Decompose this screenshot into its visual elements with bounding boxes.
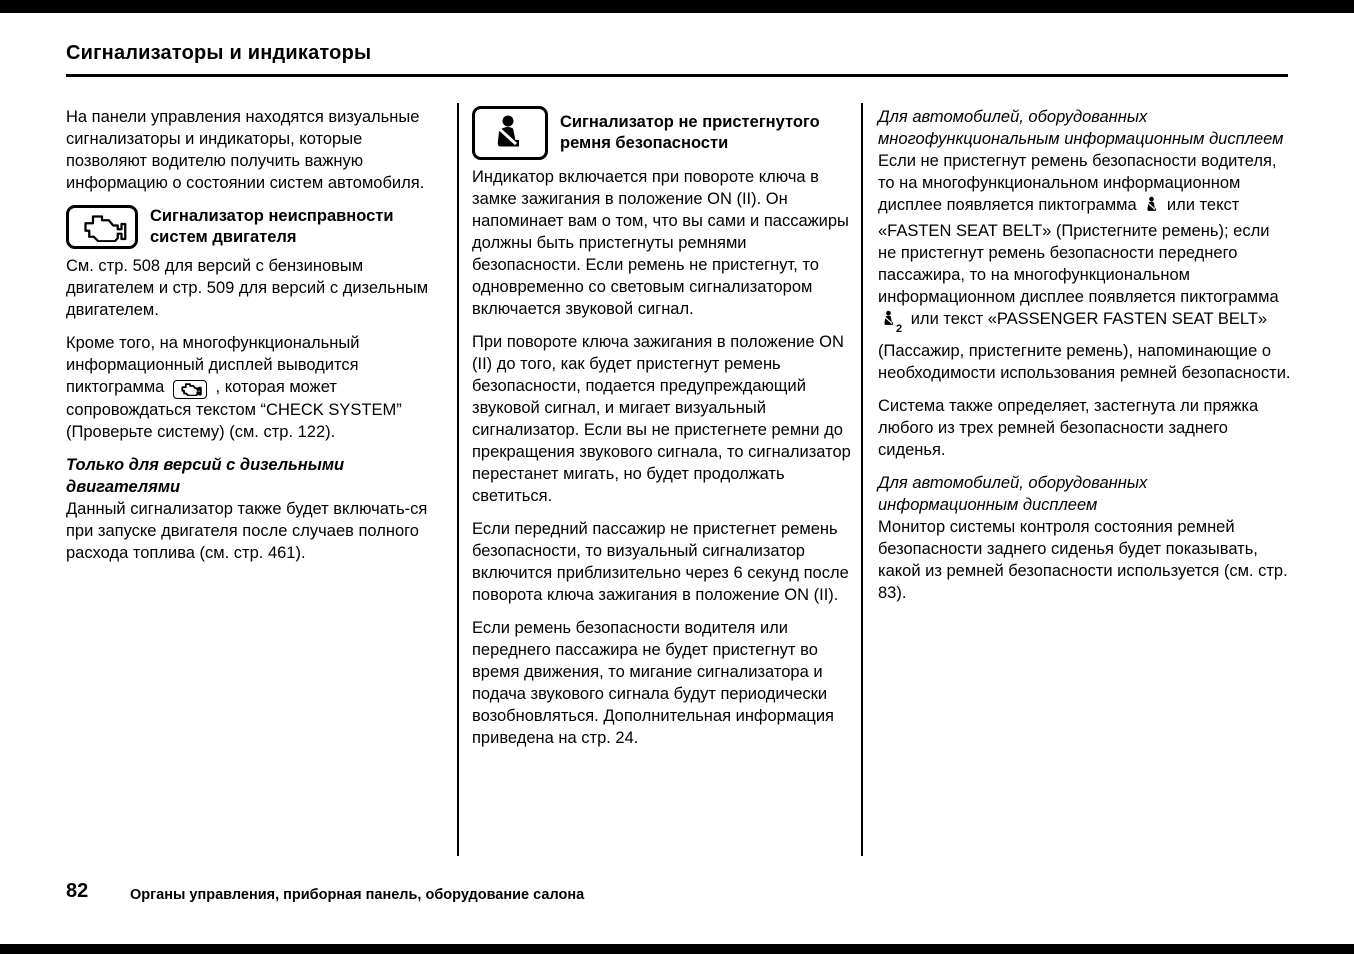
seat-belt-heading-block [472, 106, 852, 160]
page-title: Сигнализаторы и индикаторы [66, 42, 372, 64]
check-engine-icon [66, 205, 138, 249]
multi-display-heading: Для автомобилей, оборудованных многофункциональным информационным дисплеем [878, 108, 1284, 148]
seat-belt-passenger-icon-inline [882, 310, 902, 340]
engine-warning-heading: Сигнализатор неисправности систем двигателя [150, 207, 394, 246]
belt-paragraph-3: Если передний пассажир не пристегнет ремень безопасности, то визуальный сигнализатор включится приблизительно через 6 секунд после поворота ключа зажигания в положение ON (II). [472, 520, 849, 604]
info-display-heading: Для автомобилей, оборудованных информационным дисплеем [878, 474, 1148, 514]
multi-display-text-c: или текст «PASSENGER FASTEN SEAT BELT» (Пассажир, пристегните ремень), напоминающие о необходимости использования ремней безопасности. [878, 310, 1291, 382]
seat-belt-reminder-icon [472, 106, 548, 160]
engine-warning-heading-block [66, 205, 440, 249]
footer-section-title: Органы управления, приборная панель, оборудование салона [130, 887, 585, 903]
column-divider-2 [861, 103, 863, 856]
multi-display-paragraph [878, 150, 1292, 384]
belt-paragraph-4: Если ремень безопасности водителя или переднего пассажира не будет пристегнут во время движения, то мигание сигнализатора и подача звукового сигнала будут периодически возобновляться. Дополнительная информация приведена на стр. 24. [472, 619, 834, 747]
column-right [878, 106, 1292, 615]
seat-belt-person-icon-inline [1145, 196, 1158, 220]
pictogram-text-before: Кроме того, на многофункциональный информационный дисплей выводится пиктограмма [66, 334, 360, 396]
diesel-only-text: Данный сигнализатор также будет включать-ся при запуске двигателя после случаев полного расхода топлива (см. стр. 461). [66, 499, 428, 562]
belt-paragraph-1: Индикатор включается при повороте ключа в замке зажигания в положение ON (II). Он напоминает вам о том, что вы сами и пассажиры должны быть пристегнуты ремнями безопасности. Если ремень не пристегнут, то одновременно со световым сигнализатором включается звуковой сигнал. [472, 168, 849, 318]
column-middle [472, 106, 852, 760]
column-divider-1 [457, 103, 459, 856]
belt-paragraph-2: При повороте ключа зажигания в положение ON (II) до того, как будет пристегнут ремень безопасности, подается предупреждающий звуковой сигнал, и мигает визуальный сигнализатор. Если вы не пристегнете ремни до прекращения звукового сигнала, то сигнализатор перестанет мигать, но будет продолжать светиться. [472, 333, 851, 505]
info-display-paragraph: Монитор системы контроля состояния ремней безопасности заднего сиденья будет показывать, какой из ремней безопасности используется (см. стр. 83). [878, 518, 1288, 602]
scan-edge-top [0, 0, 1354, 13]
multi-display-text-a: Если не пристегнут ремень безопасности водителя, то на многофункциональном информационном дисплее появляется пиктограмма [878, 152, 1277, 214]
passenger-icon-subscript: 2 [896, 323, 903, 335]
page-number: 82 [66, 880, 89, 902]
diesel-only-heading: Только для версий с дизельными двигателями [66, 455, 345, 496]
seat-belt-heading: Сигнализатор не пристегнутого ремня безопасности [560, 113, 820, 152]
rear-buckle-paragraph: Система также определяет, застегнута ли пряжка любого из трех ремней безопасности заднего сиденья. [878, 397, 1259, 459]
engine-see-pages: См. стр. 508 для версий с бензиновым двигателем и стр. 509 для версий с дизельным двигателем. [66, 257, 429, 319]
multi-display-text-b: или текст «FASTEN SEAT BELT» (Пристегните ремень); если не пристегнут ремень безопасности переднего пассажира, то на многофункциональном информационном дисплее появляется пиктограмма [878, 196, 1279, 306]
title-divider [66, 74, 1288, 77]
check-engine-icon-inline [173, 380, 207, 399]
pictogram-text-after: , которая может сопровождаться текстом “CHECK SYSTEM” (Проверьте систему) (см. стр. 122). [66, 378, 402, 441]
scan-edge-bottom [0, 944, 1354, 954]
column-left [66, 106, 440, 575]
intro-paragraph: На панели управления находятся визуальные сигнализаторы и индикаторы, которые позволяют водителю получить важную информацию о состоянии систем автомобиля. [66, 108, 425, 192]
engine-pictogram-paragraph [66, 332, 440, 443]
